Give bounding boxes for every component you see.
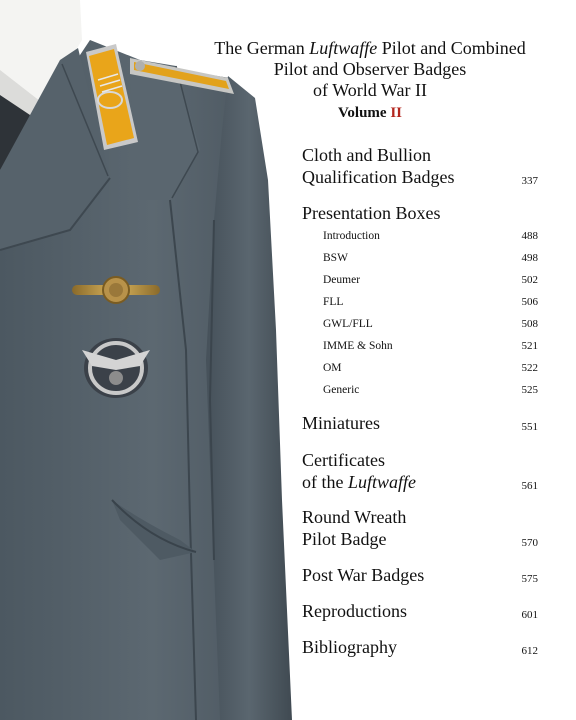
subentry-label: OM <box>323 362 342 374</box>
toc-entry-cloth-bullion: Cloth and Bullion Qualification Badges 337 <box>302 145 538 187</box>
tunic-sleeve <box>206 76 292 720</box>
page-number: 570 <box>521 537 538 549</box>
page-number: 551 <box>521 421 538 433</box>
subentry-label: Generic <box>323 384 360 396</box>
subentry-label: BSW <box>323 252 348 264</box>
toc-entry-bibliography: Bibliography 612 <box>302 637 538 657</box>
page-number: 502 <box>521 274 538 286</box>
toc-subentry <box>323 274 538 286</box>
page-number: 508 <box>521 318 538 330</box>
toc-entry-round-wreath: Round Wreath Pilot Badge 570 <box>302 507 538 549</box>
page-number: 498 <box>521 252 538 264</box>
toc-entry-certificates: Certificates of the Luftwaffe 561 <box>302 450 538 492</box>
title-line-2: Pilot and Observer Badges <box>273 59 467 79</box>
page-number: 488 <box>521 230 538 242</box>
page-number: 521 <box>521 340 538 352</box>
toc-subentry <box>323 384 538 396</box>
page-number: 525 <box>521 384 538 396</box>
subentry-label: Introduction <box>323 230 380 242</box>
subentry-label: GWL/FLL <box>323 318 373 330</box>
book-title <box>196 38 544 124</box>
subentry-label: IMME & Sohn <box>323 340 393 352</box>
toc-subentry <box>323 252 538 264</box>
title-line-1: The German Luftwaffe Pilot and Combined <box>214 38 526 58</box>
page-number: 575 <box>521 573 538 585</box>
page-number: 337 <box>521 175 538 187</box>
page-number: 601 <box>521 609 538 621</box>
title-line-3: of World War II <box>313 80 427 100</box>
page-number: 561 <box>521 480 538 492</box>
toc-subentry <box>323 318 538 330</box>
toc-subentry <box>323 230 538 242</box>
volume-label: Volume II <box>337 105 403 121</box>
toc-subentry <box>323 340 538 352</box>
page-number: 612 <box>521 645 538 657</box>
volume-number: II <box>390 105 403 121</box>
toc-entry-reproductions: Reproductions 601 <box>302 601 538 621</box>
toc-subentry <box>323 296 538 308</box>
subentry-label: Deumer <box>323 274 361 286</box>
toc-entry-miniatures: Miniatures 551 <box>302 413 538 433</box>
toc-subentry <box>323 362 538 374</box>
subentry-label: FLL <box>323 296 344 308</box>
toc-entry-post-war-badges: Post War Badges 575 <box>302 565 538 585</box>
toc-entry-presentation-boxes: Presentation Boxes <box>302 203 441 223</box>
page-number: 522 <box>521 362 538 374</box>
page-number: 506 <box>521 296 538 308</box>
